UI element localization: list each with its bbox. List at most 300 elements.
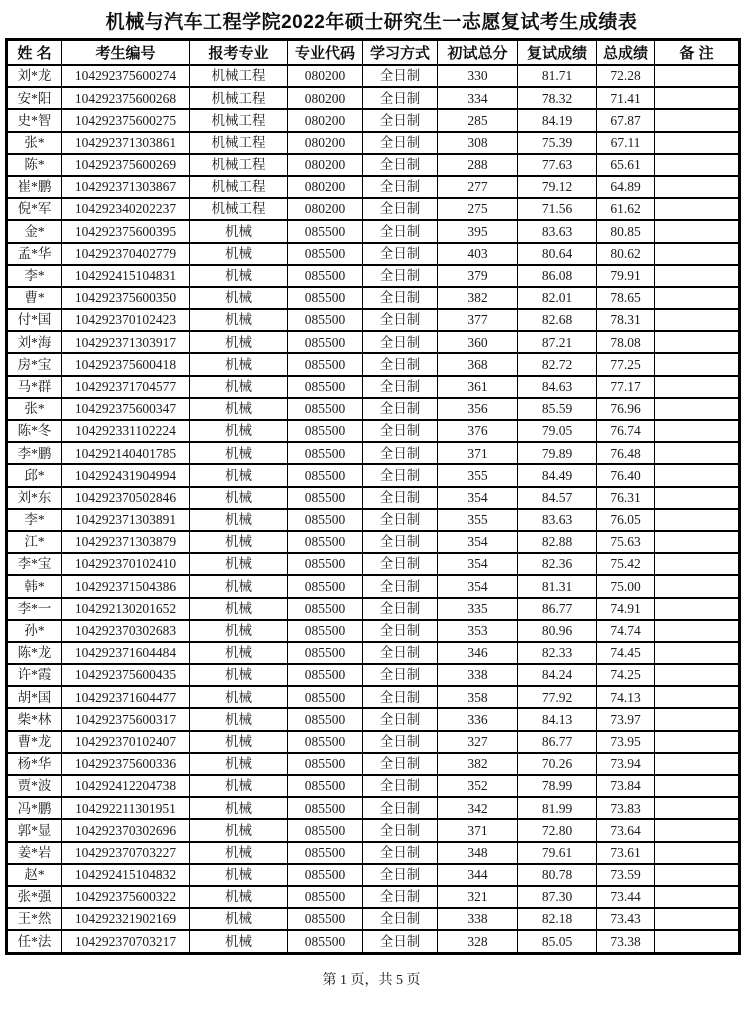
cell-initial-score: 277 — [438, 176, 518, 198]
cell-name: 史*智 — [7, 109, 62, 131]
cell-major: 机械工程 — [190, 87, 288, 109]
cell-name: 崔*鹏 — [7, 176, 62, 198]
cell-total-score: 73.95 — [597, 731, 655, 753]
cell-study-mode: 全日制 — [363, 553, 438, 575]
cell-name: 李*鹏 — [7, 442, 62, 464]
cell-name: 任*法 — [7, 930, 62, 953]
cell-remark — [655, 331, 740, 353]
cell-remark — [655, 642, 740, 664]
cell-major-code: 085500 — [288, 642, 363, 664]
cell-remark — [655, 353, 740, 375]
cell-initial-score: 355 — [438, 464, 518, 486]
cell-study-mode: 全日制 — [363, 176, 438, 198]
cell-initial-score: 403 — [438, 243, 518, 265]
cell-major: 机械 — [190, 243, 288, 265]
cell-retest-score: 80.96 — [518, 620, 597, 642]
table-row — [7, 287, 740, 309]
cell-major: 机械工程 — [190, 176, 288, 198]
table-row — [7, 442, 740, 464]
cell-major-code: 085500 — [288, 553, 363, 575]
cell-candidate-no: 104292370302696 — [62, 819, 190, 841]
cell-major-code: 085500 — [288, 398, 363, 420]
cell-major-code: 080200 — [288, 132, 363, 154]
cell-name: 陈*冬 — [7, 420, 62, 442]
column-header-major-code: 专业代码 — [288, 40, 363, 66]
cell-major: 机械工程 — [190, 198, 288, 220]
cell-major-code: 085500 — [288, 620, 363, 642]
table-row — [7, 198, 740, 220]
cell-major: 机械工程 — [190, 65, 288, 87]
cell-total-score: 73.59 — [597, 864, 655, 886]
cell-major-code: 085500 — [288, 598, 363, 620]
cell-candidate-no: 104292371303891 — [62, 509, 190, 531]
cell-study-mode: 全日制 — [363, 819, 438, 841]
cell-initial-score: 395 — [438, 220, 518, 242]
cell-candidate-no: 104292375600268 — [62, 87, 190, 109]
cell-initial-score: 354 — [438, 575, 518, 597]
cell-major-code: 085500 — [288, 797, 363, 819]
cell-major: 机械 — [190, 819, 288, 841]
cell-total-score: 75.42 — [597, 553, 655, 575]
cell-name: 张*强 — [7, 886, 62, 908]
cell-major-code: 085500 — [288, 531, 363, 553]
cell-total-score: 73.97 — [597, 708, 655, 730]
cell-study-mode: 全日制 — [363, 509, 438, 531]
table-row — [7, 353, 740, 375]
cell-total-score: 73.83 — [597, 797, 655, 819]
cell-major-code: 080200 — [288, 198, 363, 220]
cell-retest-score: 82.01 — [518, 287, 597, 309]
cell-total-score: 76.05 — [597, 509, 655, 531]
table-row — [7, 487, 740, 509]
cell-initial-score: 342 — [438, 797, 518, 819]
cell-remark — [655, 753, 740, 775]
cell-study-mode: 全日制 — [363, 154, 438, 176]
cell-total-score: 76.31 — [597, 487, 655, 509]
table-row — [7, 132, 740, 154]
cell-study-mode: 全日制 — [363, 686, 438, 708]
table-row — [7, 243, 740, 265]
cell-retest-score: 79.05 — [518, 420, 597, 442]
cell-candidate-no: 104292140401785 — [62, 442, 190, 464]
cell-name: 韩* — [7, 575, 62, 597]
cell-candidate-no: 104292321902169 — [62, 908, 190, 930]
cell-major-code: 085500 — [288, 464, 363, 486]
cell-candidate-no: 104292370102423 — [62, 309, 190, 331]
cell-total-score: 67.87 — [597, 109, 655, 131]
cell-major: 机械 — [190, 775, 288, 797]
table-row — [7, 708, 740, 730]
cell-name: 赵* — [7, 864, 62, 886]
cell-remark — [655, 908, 740, 930]
cell-total-score: 76.48 — [597, 442, 655, 464]
cell-candidate-no: 104292211301951 — [62, 797, 190, 819]
table-row — [7, 753, 740, 775]
cell-study-mode: 全日制 — [363, 109, 438, 131]
cell-initial-score: 354 — [438, 531, 518, 553]
table-row — [7, 553, 740, 575]
cell-total-score: 72.28 — [597, 65, 655, 87]
cell-initial-score: 361 — [438, 376, 518, 398]
cell-initial-score: 344 — [438, 864, 518, 886]
cell-candidate-no: 104292370502846 — [62, 487, 190, 509]
cell-retest-score: 79.89 — [518, 442, 597, 464]
cell-candidate-no: 104292415104831 — [62, 265, 190, 287]
cell-study-mode: 全日制 — [363, 708, 438, 730]
cell-study-mode: 全日制 — [363, 309, 438, 331]
cell-retest-score: 87.21 — [518, 331, 597, 353]
cell-initial-score: 354 — [438, 553, 518, 575]
cell-study-mode: 全日制 — [363, 65, 438, 87]
cell-study-mode: 全日制 — [363, 797, 438, 819]
cell-study-mode: 全日制 — [363, 376, 438, 398]
cell-study-mode: 全日制 — [363, 620, 438, 642]
cell-major-code: 080200 — [288, 154, 363, 176]
cell-initial-score: 334 — [438, 87, 518, 109]
cell-name: 许*霞 — [7, 664, 62, 686]
cell-remark — [655, 420, 740, 442]
cell-initial-score: 275 — [438, 198, 518, 220]
cell-major-code: 085500 — [288, 731, 363, 753]
cell-initial-score: 376 — [438, 420, 518, 442]
cell-major: 机械 — [190, 287, 288, 309]
column-header-remark: 备 注 — [655, 40, 740, 66]
cell-major-code: 085500 — [288, 220, 363, 242]
cell-total-score: 74.74 — [597, 620, 655, 642]
cell-total-score: 75.00 — [597, 575, 655, 597]
cell-total-score: 73.64 — [597, 819, 655, 841]
cell-major: 机械 — [190, 487, 288, 509]
cell-total-score: 76.74 — [597, 420, 655, 442]
cell-candidate-no: 104292375600322 — [62, 886, 190, 908]
cell-retest-score: 78.32 — [518, 87, 597, 109]
cell-remark — [655, 598, 740, 620]
column-header-total-score: 总成绩 — [597, 40, 655, 66]
cell-retest-score: 80.78 — [518, 864, 597, 886]
cell-name: 胡*国 — [7, 686, 62, 708]
cell-study-mode: 全日制 — [363, 487, 438, 509]
cell-total-score: 67.11 — [597, 132, 655, 154]
cell-total-score: 80.85 — [597, 220, 655, 242]
table-row — [7, 87, 740, 109]
table-row — [7, 598, 740, 620]
cell-total-score: 73.94 — [597, 753, 655, 775]
cell-major-code: 085500 — [288, 908, 363, 930]
cell-major-code: 085500 — [288, 664, 363, 686]
cell-candidate-no: 104292370402779 — [62, 243, 190, 265]
cell-retest-score: 86.77 — [518, 731, 597, 753]
cell-remark — [655, 132, 740, 154]
cell-candidate-no: 104292371303861 — [62, 132, 190, 154]
cell-total-score: 73.84 — [597, 775, 655, 797]
column-header-name: 姓 名 — [7, 40, 62, 66]
cell-candidate-no: 104292371604477 — [62, 686, 190, 708]
cell-retest-score: 82.88 — [518, 531, 597, 553]
cell-retest-score: 79.61 — [518, 842, 597, 864]
cell-total-score: 77.25 — [597, 353, 655, 375]
cell-major-code: 085500 — [288, 886, 363, 908]
cell-major: 机械 — [190, 598, 288, 620]
cell-major: 机械 — [190, 731, 288, 753]
cell-initial-score: 348 — [438, 842, 518, 864]
table-row — [7, 819, 740, 841]
cell-candidate-no: 104292375600347 — [62, 398, 190, 420]
cell-name: 曹* — [7, 287, 62, 309]
cell-major-code: 085500 — [288, 487, 363, 509]
cell-candidate-no: 104292415104832 — [62, 864, 190, 886]
cell-major: 机械 — [190, 708, 288, 730]
cell-retest-score: 87.30 — [518, 886, 597, 908]
cell-retest-score: 70.26 — [518, 753, 597, 775]
cell-major-code: 085500 — [288, 686, 363, 708]
cell-retest-score: 81.31 — [518, 575, 597, 597]
cell-total-score: 65.61 — [597, 154, 655, 176]
cell-major: 机械 — [190, 664, 288, 686]
table-row — [7, 509, 740, 531]
cell-study-mode: 全日制 — [363, 775, 438, 797]
cell-major-code: 085500 — [288, 442, 363, 464]
cell-retest-score: 85.59 — [518, 398, 597, 420]
cell-candidate-no: 104292375600275 — [62, 109, 190, 131]
cell-name: 张* — [7, 398, 62, 420]
cell-remark — [655, 531, 740, 553]
cell-remark — [655, 220, 740, 242]
table-row — [7, 620, 740, 642]
cell-candidate-no: 104292371303879 — [62, 531, 190, 553]
cell-name: 付*国 — [7, 309, 62, 331]
cell-major-code: 080200 — [288, 87, 363, 109]
cell-remark — [655, 930, 740, 953]
cell-major: 机械 — [190, 620, 288, 642]
cell-candidate-no: 104292340202237 — [62, 198, 190, 220]
table-row — [7, 265, 740, 287]
cell-initial-score: 336 — [438, 708, 518, 730]
cell-retest-score: 86.08 — [518, 265, 597, 287]
cell-major-code: 085500 — [288, 753, 363, 775]
cell-candidate-no: 104292371303917 — [62, 331, 190, 353]
cell-major-code: 080200 — [288, 109, 363, 131]
cell-name: 李*宝 — [7, 553, 62, 575]
cell-candidate-no: 104292370102410 — [62, 553, 190, 575]
table-row — [7, 664, 740, 686]
cell-initial-score: 330 — [438, 65, 518, 87]
cell-study-mode: 全日制 — [363, 575, 438, 597]
cell-remark — [655, 65, 740, 87]
cell-initial-score: 352 — [438, 775, 518, 797]
cell-major-code: 085500 — [288, 509, 363, 531]
table-row — [7, 575, 740, 597]
cell-total-score: 75.63 — [597, 531, 655, 553]
table-row — [7, 309, 740, 331]
header-row — [7, 40, 740, 66]
cell-major: 机械 — [190, 309, 288, 331]
cell-initial-score: 288 — [438, 154, 518, 176]
cell-remark — [655, 198, 740, 220]
cell-initial-score: 360 — [438, 331, 518, 353]
cell-retest-score: 84.13 — [518, 708, 597, 730]
cell-remark — [655, 731, 740, 753]
cell-remark — [655, 509, 740, 531]
table-row — [7, 376, 740, 398]
cell-major-code: 085500 — [288, 775, 363, 797]
cell-initial-score: 354 — [438, 487, 518, 509]
cell-remark — [655, 154, 740, 176]
cell-candidate-no: 104292412204738 — [62, 775, 190, 797]
cell-candidate-no: 104292375600435 — [62, 664, 190, 686]
cell-retest-score: 86.77 — [518, 598, 597, 620]
column-header-candidate-no: 考生编号 — [62, 40, 190, 66]
table-row — [7, 686, 740, 708]
cell-initial-score: 377 — [438, 309, 518, 331]
table-row — [7, 731, 740, 753]
cell-study-mode: 全日制 — [363, 442, 438, 464]
cell-initial-score: 382 — [438, 287, 518, 309]
cell-major-code: 085500 — [288, 930, 363, 953]
cell-total-score: 61.62 — [597, 198, 655, 220]
cell-major: 机械 — [190, 930, 288, 953]
cell-major-code: 085500 — [288, 575, 363, 597]
cell-remark — [655, 864, 740, 886]
cell-initial-score: 346 — [438, 642, 518, 664]
cell-name: 曹*龙 — [7, 731, 62, 753]
cell-major: 机械工程 — [190, 154, 288, 176]
cell-name: 柴*林 — [7, 708, 62, 730]
cell-name: 房*宝 — [7, 353, 62, 375]
cell-candidate-no: 104292375600350 — [62, 287, 190, 309]
cell-remark — [655, 265, 740, 287]
cell-major-code: 085500 — [288, 331, 363, 353]
cell-study-mode: 全日制 — [363, 731, 438, 753]
cell-study-mode: 全日制 — [363, 243, 438, 265]
cell-major-code: 085500 — [288, 243, 363, 265]
cell-major: 机械 — [190, 265, 288, 287]
cell-study-mode: 全日制 — [363, 842, 438, 864]
cell-retest-score: 84.19 — [518, 109, 597, 131]
cell-total-score: 74.13 — [597, 686, 655, 708]
cell-remark — [655, 442, 740, 464]
cell-total-score: 77.17 — [597, 376, 655, 398]
cell-initial-score: 358 — [438, 686, 518, 708]
cell-retest-score: 84.24 — [518, 664, 597, 686]
cell-retest-score: 82.18 — [518, 908, 597, 930]
cell-study-mode: 全日制 — [363, 753, 438, 775]
table-row — [7, 886, 740, 908]
cell-name: 陈*龙 — [7, 642, 62, 664]
cell-total-score: 73.38 — [597, 930, 655, 953]
cell-initial-score: 382 — [438, 753, 518, 775]
cell-study-mode: 全日制 — [363, 598, 438, 620]
cell-major: 机械 — [190, 376, 288, 398]
cell-candidate-no: 104292375600395 — [62, 220, 190, 242]
cell-total-score: 74.45 — [597, 642, 655, 664]
cell-major: 机械 — [190, 353, 288, 375]
cell-remark — [655, 553, 740, 575]
cell-initial-score: 285 — [438, 109, 518, 131]
cell-remark — [655, 176, 740, 198]
table-row — [7, 908, 740, 930]
cell-name: 金* — [7, 220, 62, 242]
cell-major-code: 085500 — [288, 353, 363, 375]
cell-total-score: 73.61 — [597, 842, 655, 864]
cell-major-code: 085500 — [288, 287, 363, 309]
cell-major: 机械 — [190, 886, 288, 908]
cell-name: 李* — [7, 509, 62, 531]
cell-initial-score: 356 — [438, 398, 518, 420]
cell-major: 机械工程 — [190, 132, 288, 154]
cell-retest-score: 82.68 — [518, 309, 597, 331]
cell-study-mode: 全日制 — [363, 220, 438, 242]
cell-major-code: 085500 — [288, 708, 363, 730]
cell-initial-score: 355 — [438, 509, 518, 531]
cell-study-mode: 全日制 — [363, 198, 438, 220]
cell-initial-score: 321 — [438, 886, 518, 908]
cell-total-score: 64.89 — [597, 176, 655, 198]
table-row — [7, 398, 740, 420]
cell-study-mode: 全日制 — [363, 132, 438, 154]
page-title: 机械与汽车工程学院2022年硕士研究生一志愿复试考生成绩表 — [105, 12, 638, 33]
cell-major-code: 085500 — [288, 309, 363, 331]
cell-retest-score: 82.33 — [518, 642, 597, 664]
cell-initial-score: 338 — [438, 908, 518, 930]
cell-major: 机械 — [190, 864, 288, 886]
cell-study-mode: 全日制 — [363, 908, 438, 930]
table-row — [7, 464, 740, 486]
table-row — [7, 176, 740, 198]
cell-major-code: 085500 — [288, 265, 363, 287]
cell-remark — [655, 886, 740, 908]
cell-study-mode: 全日制 — [363, 664, 438, 686]
cell-name: 倪*军 — [7, 198, 62, 220]
cell-major-code: 085500 — [288, 864, 363, 886]
cell-major: 机械 — [190, 331, 288, 353]
cell-major: 机械 — [190, 420, 288, 442]
cell-major: 机械 — [190, 553, 288, 575]
cell-study-mode: 全日制 — [363, 331, 438, 353]
cell-remark — [655, 87, 740, 109]
cell-retest-score: 79.12 — [518, 176, 597, 198]
cell-name: 王*然 — [7, 908, 62, 930]
cell-candidate-no: 104292375600274 — [62, 65, 190, 87]
cell-retest-score: 83.63 — [518, 220, 597, 242]
table-row — [7, 775, 740, 797]
table-row — [7, 797, 740, 819]
cell-name: 孟*华 — [7, 243, 62, 265]
cell-major: 机械 — [190, 575, 288, 597]
table-row — [7, 642, 740, 664]
cell-retest-score: 82.36 — [518, 553, 597, 575]
table-row — [7, 220, 740, 242]
cell-total-score: 78.08 — [597, 331, 655, 353]
cell-retest-score: 75.39 — [518, 132, 597, 154]
cell-remark — [655, 686, 740, 708]
cell-initial-score: 371 — [438, 819, 518, 841]
cell-name: 邱* — [7, 464, 62, 486]
cell-retest-score: 84.49 — [518, 464, 597, 486]
cell-name: 郭*显 — [7, 819, 62, 841]
cell-total-score: 80.62 — [597, 243, 655, 265]
cell-name: 马*群 — [7, 376, 62, 398]
cell-name: 孙* — [7, 620, 62, 642]
cell-initial-score: 368 — [438, 353, 518, 375]
cell-remark — [655, 487, 740, 509]
cell-candidate-no: 104292431904994 — [62, 464, 190, 486]
cell-retest-score: 81.99 — [518, 797, 597, 819]
cell-remark — [655, 664, 740, 686]
table-row — [7, 864, 740, 886]
cell-candidate-no: 104292370302683 — [62, 620, 190, 642]
cell-remark — [655, 309, 740, 331]
cell-major: 机械 — [190, 531, 288, 553]
